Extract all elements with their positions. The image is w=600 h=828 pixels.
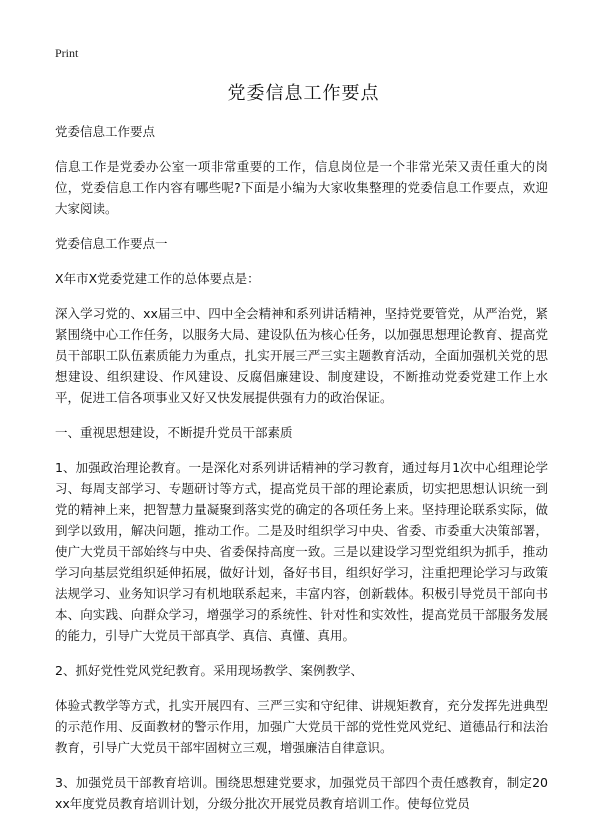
item-party-discipline: 2、抓好党性党风党纪教育。采用现场教学、案例教学、 xyxy=(55,663,363,678)
document-title: 党委信息工作要点 xyxy=(227,83,380,104)
intro-paragraph: 信息工作是党委办公室一项非常重要的工作，信息岗位是一个非常光荣又责任重大的岗位，党委信息工作内容有哪些呢?下面是小编为大家收集整理的党委信息工作要点，欢迎大家阅读。 xyxy=(55,159,548,216)
print-link[interactable]: Print xyxy=(55,46,79,60)
document-subtitle: 党委信息工作要点 xyxy=(55,124,156,139)
overview-lead: X年市X党委党建工作的总体要点是： xyxy=(55,271,260,286)
item-party-discipline-continued: 体验式教学等方式，扎实开展四有、三严三实和守纪律、讲规矩教育，充分发挥先进典型的示范作用、反面教材的警示作用，加强广大党员干部的党性党风党纪、道德品行和法治教育，引导广大党员干部牢固树立三观，增强廉洁自律意识。 xyxy=(55,698,548,755)
section-heading-ideology: 一、重视思想建设，不断提升党员干部素质 xyxy=(55,425,293,440)
item-political-education: 1、加强政治理论教育。一是深化对系列讲话精神的学习教育，通过每月1次中心组理论学习、每周支部学习、专题研讨等方式，提高党员干部的理论素质，切实把思想认识统一到党的精神上来，把智慧力量凝聚到落实党的确定的各项任务上来。坚持理论联系实际，做到学以致用，解决问题，推动工作。二是及时组织学习中央、省委、市委重大决策部署，使广大党员干部始终与中央、省委保持高度一致。三是以建设学习型党组织为抓手，推动学习向基层党组织延伸拓展，做好计划，备好书目，组织好学习，注重把理论学习与政策法规学习、业务知识学习有机地联系起来，丰富内容，创新载体。积极引导党员干部向书本、向实践、向群众学习，增强学习的系统性、针对性和实效性，提高党员干部服务发展的能力，引导广大党员干部真学、真信、真懂、真用。 xyxy=(55,460,548,643)
section-heading-one: 党委信息工作要点一 xyxy=(55,236,168,251)
item-training: 3、加强党员干部教育培训。围绕思想建党要求，加强党员干部四个责任感教育，制定20xx年度党员教育培训计划，分级分批次开展党员教育培训工作。使每位党员 xyxy=(55,775,548,811)
overview-paragraph: 深入学习党的、xx届三中、四中全会精神和系列讲话精神，坚持党要管党，从严治党，紧紧围绕中心工作任务，以服务大局、建设队伍为核心任务，以加强思想理论教育、提高党员干部职工队伍素质能力为重点，扎实开展三严三实主题教育活动，全面加强机关党的思想建设、组织建设、作风建设、反腐倡廉建设、制度建设，不断推动党委党建工作上水平，促进工信各项事业又好又快发展提供强有力的政治保证。 xyxy=(55,306,548,405)
